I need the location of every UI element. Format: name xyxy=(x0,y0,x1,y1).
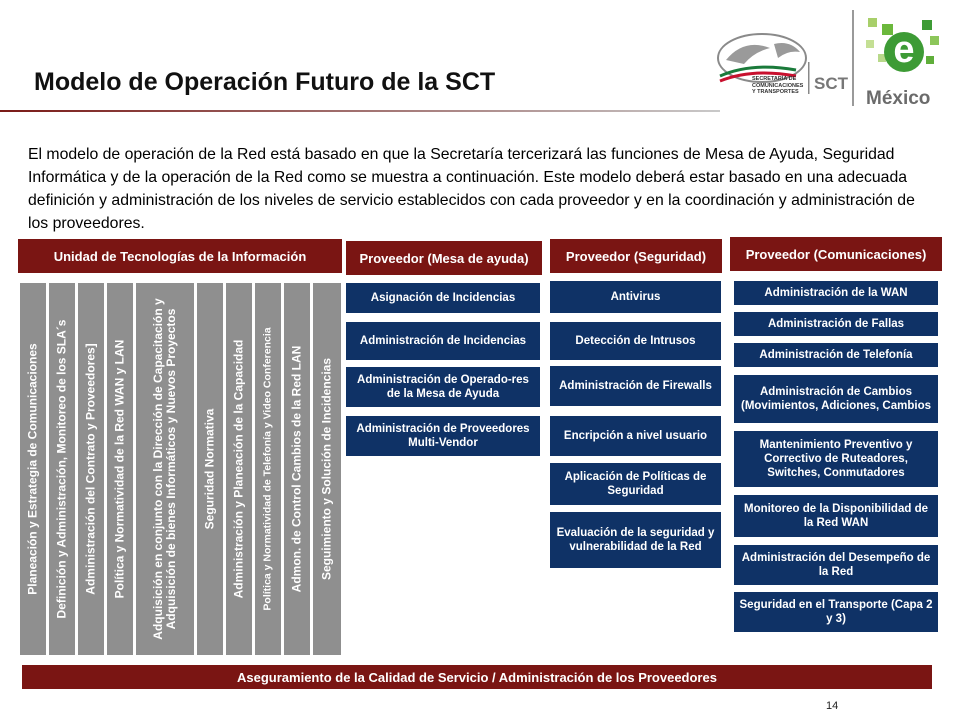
unidad-column-2 xyxy=(49,283,75,655)
comunicaciones-item: Administración de Fallas xyxy=(734,312,938,336)
unidad-column-1 xyxy=(20,283,46,655)
comunicaciones-item: Monitoreo de la Disponibilidad de la Red WAN xyxy=(734,495,938,537)
unidad-column-4 xyxy=(107,283,133,655)
sct-logo-line2: COMUNICACIONES xyxy=(752,82,804,89)
unidad-column-label: Seguridad Normativa xyxy=(202,408,217,530)
sct-logo xyxy=(704,18,850,108)
intro-paragraph: El modelo de operación de la Red está basado en que la Secretaría tercerizará las funciones de Mesa de Ayuda, Seguridad Informática y de la operación de la Red como se muestra a continuación. Este modelo deberá estar basado en una adecuada definición y administración de los niveles de servicio establecidos con cada proveedor y en la coordinación y administración de los proveedores. xyxy=(28,146,915,232)
unidad-column-label: Seguimiento y Solución de Incidencias xyxy=(319,357,334,581)
unidad-column-6 xyxy=(197,283,223,655)
emexico-wordmark: México xyxy=(866,88,931,109)
mesa-item: Administración de Operado-res de la Mesa de Ayuda xyxy=(346,367,540,407)
comunicaciones-item: Mantenimiento Preventivo y Correctivo de Ruteadores, Switches, Conmutadores xyxy=(734,431,938,487)
unidad-column-label: Planeación y Estrategia de Comunicaciones xyxy=(25,343,40,595)
emexico-letter: e xyxy=(893,29,915,71)
unidad-column-9 xyxy=(284,283,310,655)
page-title: Modelo de Operación Futuro de la SCT xyxy=(34,68,496,96)
unidad-column-10 xyxy=(313,283,341,655)
page-number: 14 xyxy=(826,700,839,712)
unidad-column-label: Adquisición en conjunto con la Dirección de Capacitación y Adquisición de bienes Informáticos y Nuevos Proyectos xyxy=(151,298,178,640)
mesa-header: Proveedor (Mesa de ayuda) xyxy=(346,241,542,275)
unidad-column-8 xyxy=(255,283,281,655)
seguridad-item: Aplicación de Políticas de Seguridad xyxy=(550,463,721,505)
seguridad-header: Proveedor (Seguridad) xyxy=(550,239,722,273)
sct-logo-abbr: SCT xyxy=(814,74,848,93)
unidad-column-label: Admon. de Control Cambios de la Red LAN xyxy=(289,345,304,593)
seguridad-item: Detección de Intrusos xyxy=(550,322,721,360)
unidad-column-label: Administración y Planeación de la Capacidad xyxy=(231,339,246,599)
comunicaciones-item: Seguridad en el Transporte (Capa 2 y 3) xyxy=(734,592,938,632)
unidad-header: Unidad de Tecnologías de la Información xyxy=(18,239,342,273)
comunicaciones-header: Proveedor (Comunicaciones) xyxy=(730,237,942,271)
logo-divider xyxy=(852,10,854,106)
emexico-logo xyxy=(860,16,950,112)
seguridad-item: Evaluación de la seguridad y vulnerabilidad de la Red xyxy=(550,512,721,568)
unidad-column-label: Definición y Administración, Monitoreo de los SLA´s xyxy=(54,319,69,619)
comunicaciones-item: Administración del Desempeño de la Red xyxy=(734,545,938,585)
mesa-item: Administración de Proveedores Multi-Vendor xyxy=(346,416,540,456)
sct-logo-line1: SECRETARÍA DE xyxy=(752,76,797,82)
comunicaciones-item: Administración de Telefonía xyxy=(734,343,938,367)
unidad-column-label: Administración del Contrato y Proveedores] xyxy=(83,343,98,595)
unidad-column-3 xyxy=(78,283,104,655)
unidad-column-7 xyxy=(226,283,252,655)
seguridad-item: Antivirus xyxy=(550,281,721,313)
mesa-item: Asignación de Incidencias xyxy=(346,283,540,313)
comunicaciones-item: Administración de Cambios (Movimientos, Adiciones, Cambios xyxy=(734,375,938,423)
unidad-column-label: Política y Normatividad de Telefonía y Video Conferencia xyxy=(261,327,274,611)
footer-bar: Aseguramiento de la Calidad de Servicio / Administración de los Proveedores xyxy=(22,665,932,689)
unidad-column-5 xyxy=(136,283,194,655)
comunicaciones-item: Administración de la WAN xyxy=(734,281,938,305)
title-underline xyxy=(0,110,720,112)
unidad-column-label: Política y Normatividad de la Red WAN y LAN xyxy=(112,339,127,599)
mesa-item: Administración de Incidencias xyxy=(346,322,540,360)
seguridad-item: Administración de Firewalls xyxy=(550,366,721,406)
sct-logo-line3: Y TRANSPORTES xyxy=(752,89,799,95)
seguridad-item: Encripción a nivel usuario xyxy=(550,416,721,456)
